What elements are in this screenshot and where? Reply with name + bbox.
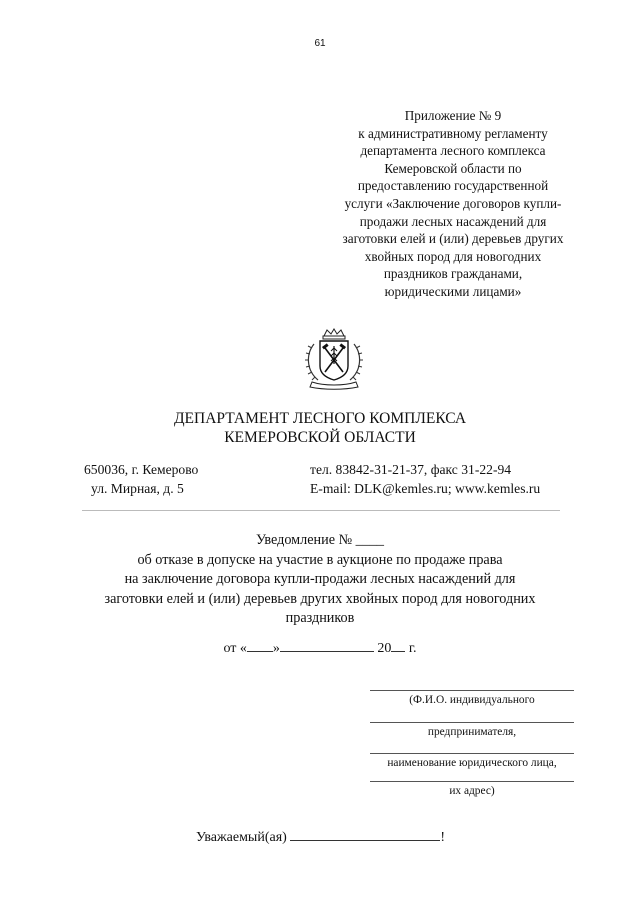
address-line: ул. Мирная, д. 5 (91, 481, 184, 496)
department-line: КЕМЕРОВСКОЙ ОБЛАСТИ (224, 429, 416, 446)
address-line: 650036, г. Кемерово (84, 462, 199, 477)
notice-line: на заключение договора купли-продажи лесных насаждений для (124, 571, 516, 587)
notice-date (0, 637, 640, 657)
year-blank (391, 637, 405, 652)
greeting-suffix: ! (440, 830, 445, 845)
recipient-line: предпринимателя, (427, 726, 517, 738)
appendix-line: юридическими лицами» (384, 283, 522, 299)
email-website: E-mail: DLK@kemles.ru; www.kemles.ru (310, 481, 541, 496)
header-divider (82, 510, 560, 511)
greeting-prefix: Уважаемый(ая) (196, 830, 287, 845)
appendix-line: хвойных пород для новогодних (364, 248, 542, 264)
date-suffix: г. (408, 641, 417, 656)
greeting (196, 826, 445, 846)
postal-address (84, 460, 198, 498)
appendix-line: Приложение № 9 (404, 108, 502, 123)
appendix-header (318, 107, 588, 301)
appendix-line: департамента лесного комплекса (360, 143, 546, 159)
date-prefix: от « (223, 641, 247, 656)
appendix-line: продажи лесных насаждений для (359, 213, 547, 229)
addressee-blank (290, 826, 440, 841)
appendix-line: услуги «Заключение договоров купли- (344, 195, 562, 211)
recipient-line: наименование юридического лица, (387, 757, 557, 769)
department-line: ДЕПАРТАМЕНТ ЛЕСНОГО КОМПЛЕКСА (173, 410, 467, 427)
appendix-line: предоставлению государственной (357, 178, 549, 194)
notice-line: заготовки елей и (или) деревьев других хвойных пород для новогодних (104, 590, 536, 607)
contact-info (310, 460, 540, 498)
day-blank (247, 637, 273, 652)
recipient-blank-line (370, 722, 574, 723)
year-prefix: 20 (377, 641, 392, 656)
page-number: 61 (314, 38, 326, 49)
department-name (0, 409, 640, 447)
phone-fax: тел. 83842-31-21-37, факс 31-22-94 (310, 462, 512, 477)
date-mid: » (272, 641, 280, 656)
appendix-line: заготовки елей и (или) деревьев других (342, 231, 564, 247)
appendix-line: Кемеровской области по (384, 160, 522, 176)
recipient-blank-line (370, 781, 574, 782)
kemerovo-coat-of-arms-icon (300, 328, 368, 390)
notice-line: Уведомление № ____ (255, 532, 385, 548)
recipient-line: их адрес) (449, 785, 495, 797)
notice-title (60, 531, 580, 629)
appendix-line: праздников гражданами, (383, 266, 523, 282)
recipient-blank-line (370, 690, 574, 691)
month-blank (280, 637, 374, 652)
notice-line: об отказе в допуске на участие в аукционе по продаже права (137, 551, 503, 568)
notice-line: праздников (285, 610, 355, 626)
recipient-blank-line (370, 753, 574, 754)
recipient-line: (Ф.И.О. индивидуального (409, 694, 535, 706)
appendix-line: к административному регламенту (358, 125, 548, 141)
